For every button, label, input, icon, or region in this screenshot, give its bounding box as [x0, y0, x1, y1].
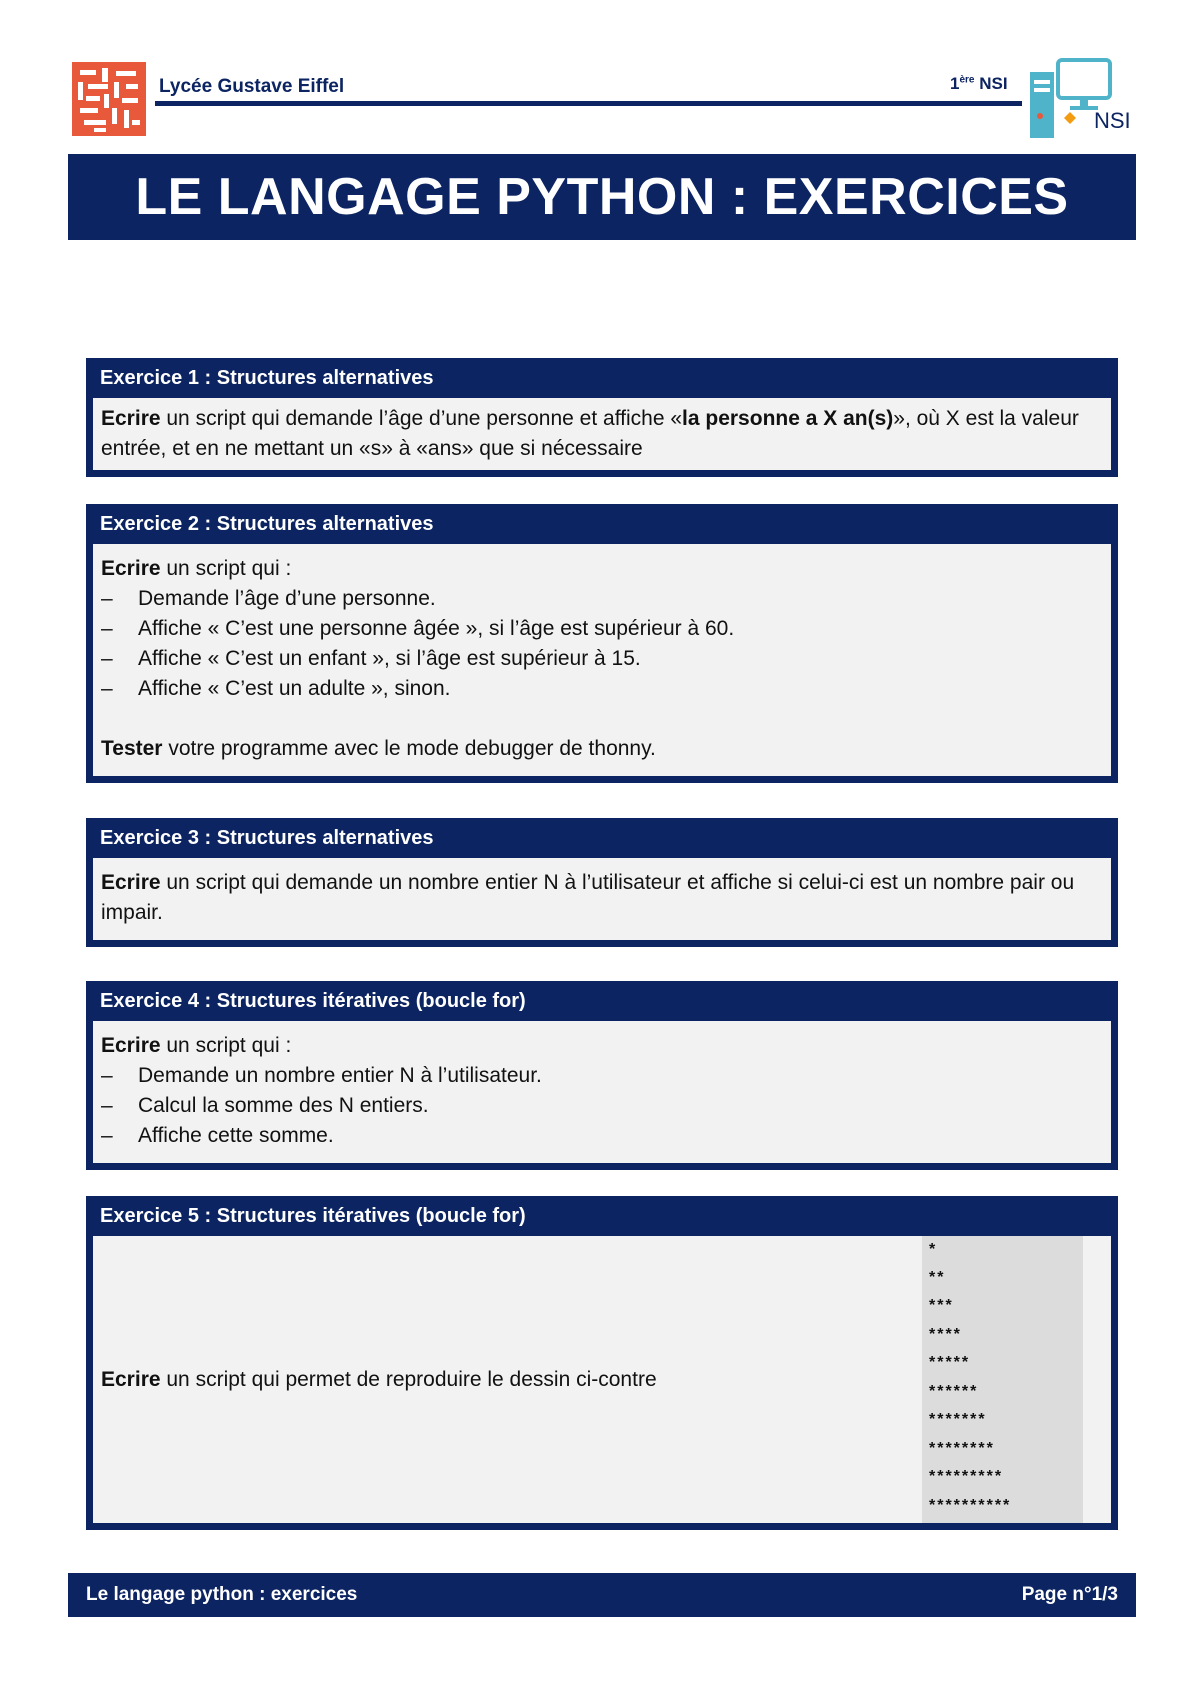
- exercise-4-heading: Exercice 4 : Structures itératives (boucle for): [100, 990, 526, 1012]
- exercise-1: [86, 358, 1118, 477]
- page-number: Page n°1/3: [1021, 1584, 1118, 1605]
- exercise-5-text: Ecrire un script qui permet de reproduire le dessin ci-contre: [101, 1367, 657, 1391]
- exercise-1-heading: Exercice 1 : Structures alternatives: [100, 367, 434, 389]
- nsi-logo: [1028, 58, 1140, 140]
- star-row: *****: [929, 1354, 971, 1371]
- list-item: – Demande l’âge d’une personne.: [101, 584, 1103, 614]
- star-row: ****: [929, 1326, 962, 1343]
- list-item: – Calcul la somme des N entiers.: [101, 1091, 1103, 1121]
- list-item: – Affiche « C’est un adulte », sinon.: [101, 674, 1103, 704]
- star-row: ***: [929, 1297, 954, 1314]
- star-row: *: [929, 1241, 938, 1258]
- list-item: – Affiche « C’est un enfant », si l’âge est supérieur à 15.: [101, 644, 1103, 674]
- exercise-4: [86, 981, 1118, 1170]
- exercise-2: [86, 504, 1118, 783]
- list-item: – Affiche cette somme.: [101, 1121, 1103, 1151]
- star-row: ********: [929, 1440, 995, 1457]
- exercise-3-heading: Exercice 3 : Structures alternatives: [100, 827, 434, 849]
- exercise-2-list: [101, 584, 1103, 704]
- school-name: Lycée Gustave Eiffel: [159, 76, 345, 97]
- exercise-3-body: Ecrire un script qui demande un nombre entier N à l’utilisateur et affiche si celui-ci est un nombre pair ou impair.: [93, 858, 1111, 940]
- star-row: **: [929, 1269, 946, 1286]
- nsi-logo-text: NSI: [1094, 108, 1131, 133]
- exercise-5-heading: Exercice 5 : Structures itératives (boucle for): [100, 1205, 526, 1227]
- school-logo: [72, 62, 146, 136]
- exercise-5: [86, 1196, 1118, 1530]
- star-row: ******: [929, 1383, 979, 1400]
- star-triangle: [922, 1236, 1083, 1523]
- list-item: – Demande un nombre entier N à l’utilisateur.: [101, 1061, 1103, 1091]
- star-row: *******: [929, 1411, 987, 1428]
- page-title: LE LANGAGE PYTHON : EXERCICES: [68, 154, 1136, 240]
- star-row: *********: [929, 1468, 1004, 1485]
- exercise-3: [86, 818, 1118, 947]
- exercise-5-body: [93, 1236, 1111, 1523]
- exercise-4-body: Ecrire un script qui : – Demande un nombre entier N à l’utilisateur. – Calcul la somme des N entiers. – Affiche cette somme.: [93, 1021, 1111, 1163]
- exercise-2-heading: Exercice 2 : Structures alternatives: [100, 513, 434, 535]
- star-row: **********: [929, 1497, 1012, 1514]
- page-footer: [68, 1573, 1136, 1617]
- exercise-2-body: Ecrire un script qui : – Demande l’âge d’une personne. – Affiche « C’est une personne âgée », si l’âge est supérieur à 60. – Affiche « C’est un enfant », si l’âge est supérieur à 15. – Affiche « C’est un adulte », sinon. Tester votre programme avec le mode debugger de thonny.: [93, 544, 1111, 776]
- footer-title: Le langage python : exercices: [86, 1584, 358, 1605]
- grade-label: 1ère NSI: [950, 74, 1008, 93]
- list-item: – Affiche « C’est une personne âgée », si l’âge est supérieur à 60.: [101, 614, 1103, 644]
- exercise-4-list: [101, 1061, 1103, 1151]
- header-rule: [155, 101, 1022, 106]
- exercise-1-body: Ecrire un script qui demande l’âge d’une personne et affiche «la personne a X an(s)», où X est la valeur entrée, et en ne mettant un «s» à «ans» que si nécessaire: [93, 398, 1111, 470]
